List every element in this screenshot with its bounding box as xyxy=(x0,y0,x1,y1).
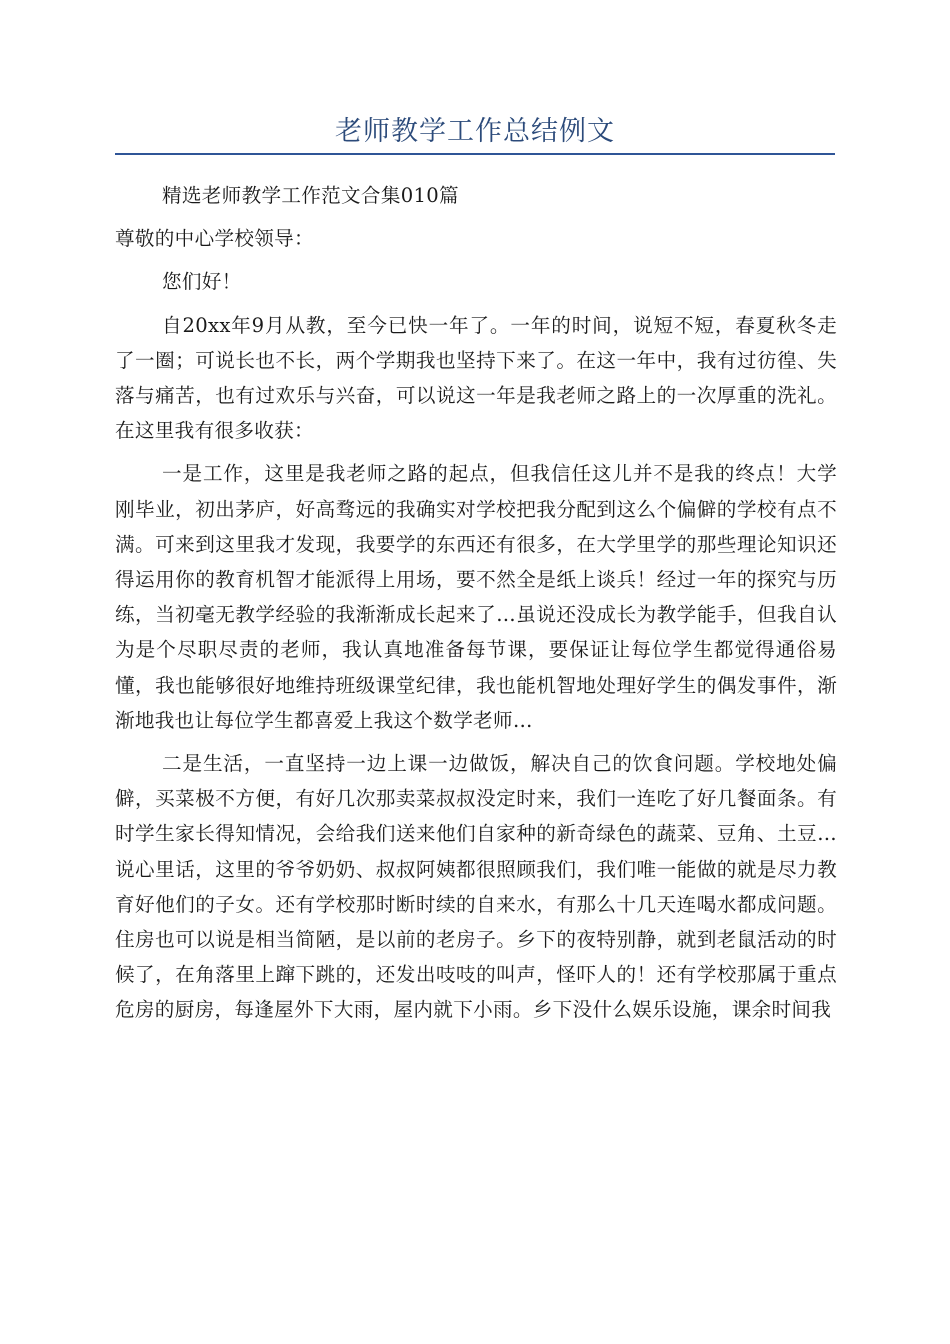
paragraph-work: 一是工作，这里是我老师之路的起点，但我信任这儿并不是我的终点！大学刚毕业，初出茅庐，好高骛远的我确实对学校把我分配到这么个偏僻的学校有点不满。可来到这里我才发现，我要学的东西还有很多，在大学里学的那些理论知识还得运用你的教育机智才能派得上用场，要不然全是纸上谈兵！经过一年的探究与历练，当初毫无教学经验的我渐渐成长起来了…虽说还没成长为教学能手，但我自认为是个尽职尽责的老师，我认真地准备每节课，要保证让每位学生都觉得通俗易懂，我也能够很好地维持班级课堂纪律，我也能机智地处理好学生的偶发事件，渐渐地我也让每位学生都喜爱上我这个数学老师… xyxy=(115,462,837,732)
paragraph-life: 二是生活，一直坚持一边上课一边做饭，解决自己的饮食问题。学校地处偏僻，买菜极不方便，有好几次那卖菜叔叔没定时来，我们一连吃了好几餐面条。有时学生家长得知情况，会给我们送来他们自家种的新奇绿色的蔬菜、豆角、土豆…说心里话，这里的爷爷奶奶、叔叔阿姨都很照顾我们，我们唯一能做的就是尽力教育好他们的子女。还有学校那时断时续的自来水，有那么十几天连喝水都成问题。住房也可以说是相当简陋，是以前的老房子。乡下的夜特别静，就到老鼠活动的时候了，在角落里上蹿下跳的，还发出吱吱的叫声，怪吓人的！还有学校那属于重点危房的厨房，每逢屋外下大雨，屋内就下小雨。乡下没什么娱乐设施，课余时间我 xyxy=(115,752,837,1022)
paragraph-intro: 自20xx年9月从教，至今已快一年了。一年的时间，说短不短，春夏秋冬走了一圈；可说长也不长，两个学期我也坚持下来了。在这一年中，我有过彷徨、失落与痛苦，也有过欢乐与兴奋，可以说这一年是我老师之路上的一次厚重的洗礼。在这里我有很多收获： xyxy=(115,313,837,443)
salutation: 尊敬的中心学校领导： xyxy=(115,227,314,251)
document-body xyxy=(115,178,837,1028)
subtitle: 精选老师教学工作范文合集010篇 xyxy=(162,184,459,207)
document-title: 老师教学工作总结例文 xyxy=(335,116,615,147)
greeting: 您们好！ xyxy=(162,270,242,294)
title-underline xyxy=(115,153,835,155)
